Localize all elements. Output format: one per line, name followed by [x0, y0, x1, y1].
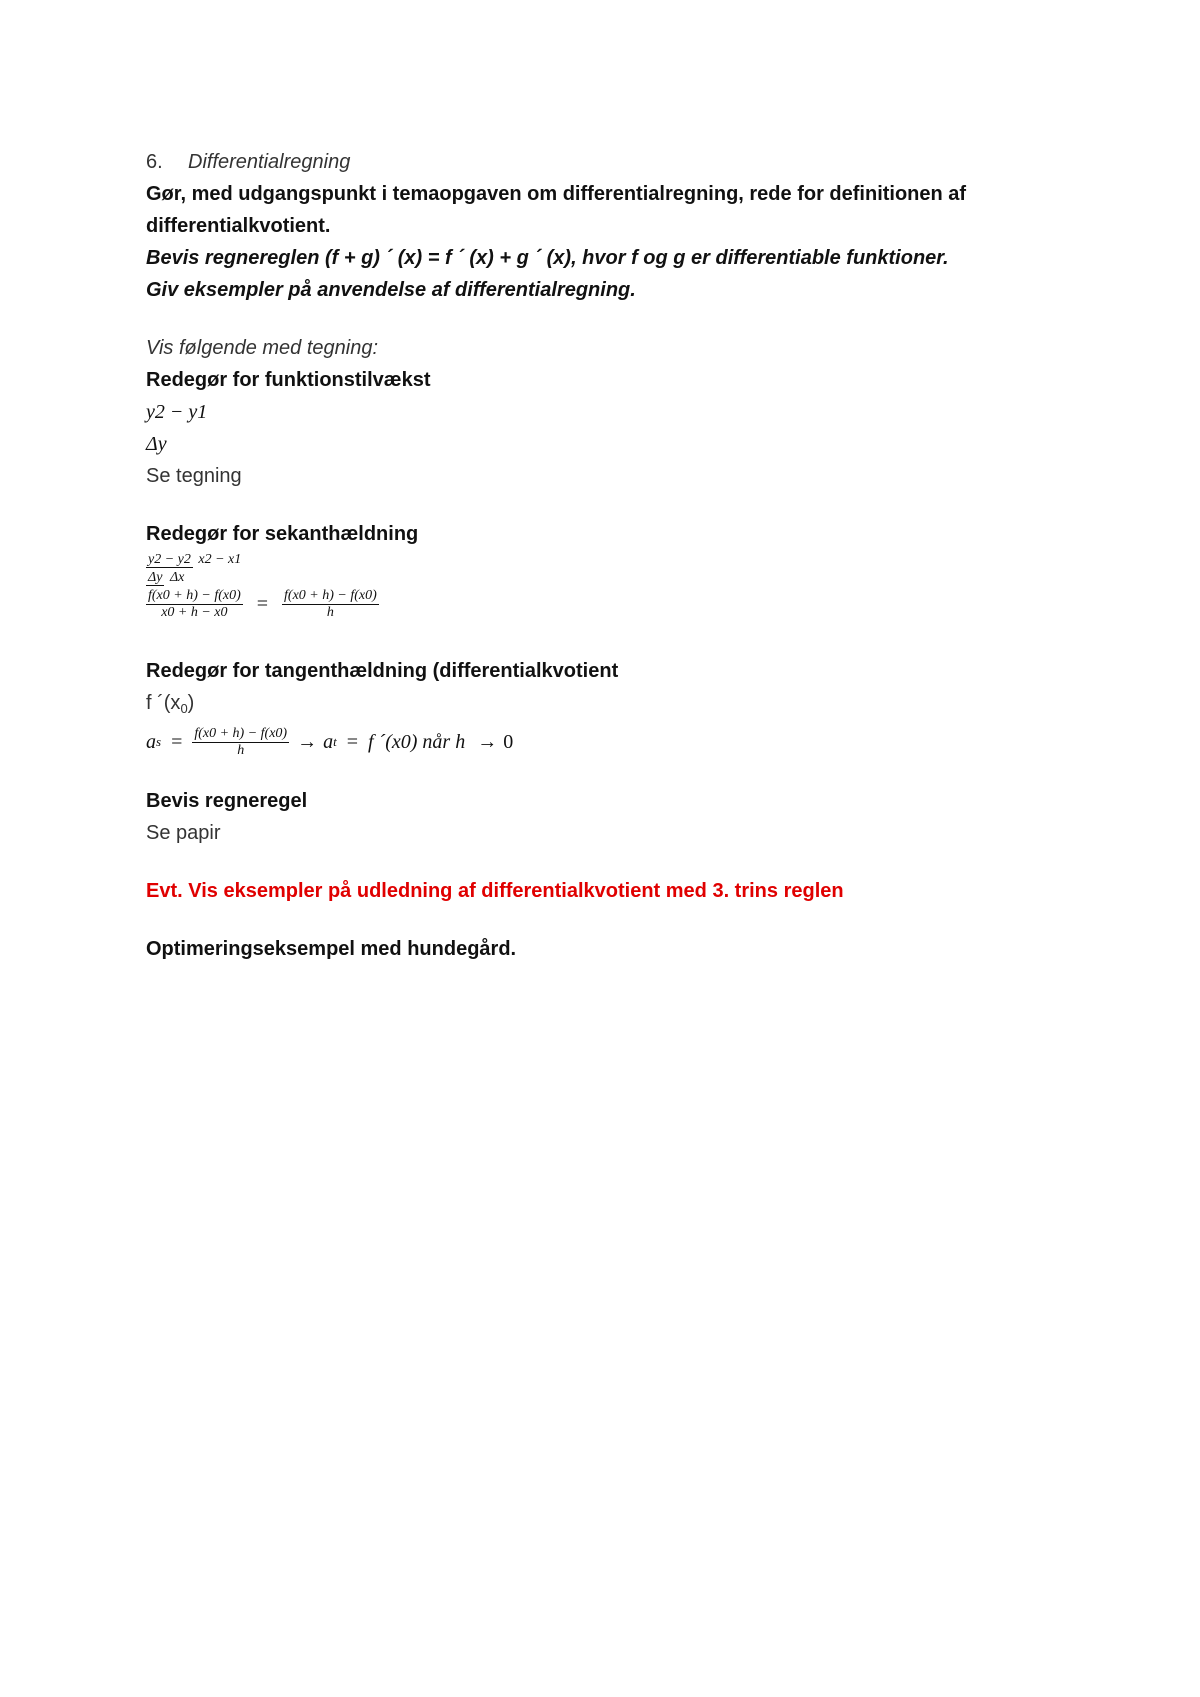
bevis-heading: Bevis regneregel	[146, 790, 308, 812]
section-heading	[146, 146, 1066, 178]
tangent-formula: a s = $\frac{f(x0 + h) - f(x0)}{h}$ → a t = f ´(x0) når h → 0	[146, 725, 514, 758]
intro-line-4: Giv eksempler på anvendelse af differentialregning.	[146, 279, 636, 301]
vis-line: Vis følgende med tegning:	[146, 337, 379, 359]
sekant-fraction-4: $\frac{f(x0 + h) - f(x0)}{h}$	[284, 588, 377, 620]
intro-line-1: Gør, med udgangspunkt i temaopgaven om differentialregning, rede for definitionen af	[146, 183, 967, 205]
evt-line: Evt. Vis eksempler på udledning af differentialkvotient med 3. trins reglen	[146, 880, 844, 902]
bevis-note: Se papir	[146, 822, 221, 844]
tangent-fraction: $\frac{f(x0 + h) - f(x0)}{h}$	[194, 725, 288, 758]
sekant-fraction-2: Δy Δx	[148, 570, 185, 585]
sekant-equation	[146, 588, 1066, 621]
tilvaekst-expr: y2 − y1	[146, 401, 208, 423]
sekant-formulas	[146, 552, 1066, 621]
tangent-heading: Redegør for tangenthældning (differentialkvotient	[146, 660, 619, 682]
document-content	[146, 146, 1066, 965]
section-number: 6.	[146, 151, 163, 173]
tangent-fprime: f $´(x_0)$	[146, 692, 195, 716]
sekant-equals: =	[256, 593, 269, 615]
intro-line-3: Bevis regnereglen (f + g) ´ (x) = f ´ (x) + g ´ (x), hvor f og g er differentiable funktioner.	[146, 247, 949, 269]
tilvaekst-heading: Redegør for funktionstilvækst	[146, 369, 431, 391]
intro-line-2: differentialkvotient.	[146, 215, 331, 237]
sekant-fraction-3: $\frac{f(x0 + h) - f(x0)}{x0 + h - x0}$	[148, 588, 241, 620]
sekant-heading: Redegør for sekanthældning	[146, 523, 419, 545]
tilvaekst-delta: Δy	[146, 433, 167, 455]
section-title: Differentialregning	[188, 151, 351, 173]
optimering-line: Optimeringseksempel med hundegård.	[146, 938, 517, 960]
sekant-fraction-1: y2 − y2 x2 − x1	[148, 552, 242, 567]
tilvaekst-note: Se tegning	[146, 465, 242, 487]
